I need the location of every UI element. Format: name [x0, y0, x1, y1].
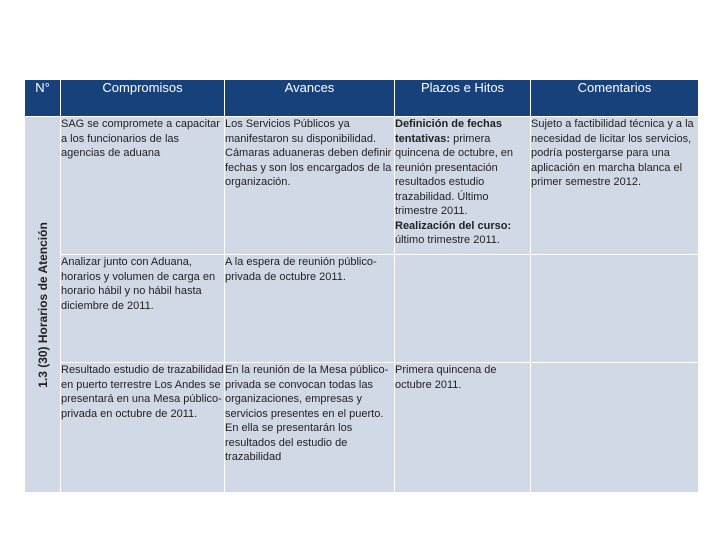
header-comentarios: Comentarios	[531, 80, 699, 117]
row-group-label-cell	[25, 117, 61, 493]
plazo-label: Definición de fechas tentativas:	[395, 118, 502, 145]
compromiso-cell: SAG se compromete a capacitar a los funcionarios de las agencias de aduana	[61, 117, 225, 255]
comentario-cell	[531, 363, 699, 493]
table-row	[25, 255, 699, 363]
table-row	[25, 117, 699, 255]
comentario-cell	[531, 255, 699, 363]
header-num: N°	[25, 80, 61, 117]
plazo-cell: Primera quincena de octubre 2011.	[395, 363, 531, 493]
plazo-cell	[395, 255, 531, 363]
plazo-label: Realización del curso:	[395, 219, 512, 232]
plazo-text: primera quincena de octubre, en reunión presentación resultados estudio trazabilidad. Último trimestre 2011.	[395, 132, 514, 217]
compromiso-cell: Analizar junto con Aduana, horarios y volumen de carga en horario hábil y no hábil hasta diciembre de 2011.	[61, 255, 225, 363]
avance-cell: En la reunión de la Mesa público-privada se convocan todas las organizaciones, empresas y servicios presentes en el puerto. En ella se presentarán los resultados del estudio de trazabilidad	[225, 363, 395, 493]
comentario-cell: Sujeto a factibilidad técnica y a la necesidad de licitar los servicios, podría postergarse para una aplicación en marcha blanca el primer semestre 2012.	[531, 117, 699, 255]
header-plazos: Plazos e Hitos	[395, 80, 531, 117]
header-compromisos: Compromisos	[61, 80, 225, 117]
plazo-cell	[395, 117, 531, 255]
header-row	[25, 80, 699, 117]
avance-cell: Los Servicios Públicos ya manifestaron su disponibilidad. Cámaras aduaneras deben definir fechas y son los encargados de la organización.	[225, 117, 395, 255]
compromiso-cell: Resultado estudio de trazabilidad en puerto terrestre Los Andes se presentará en una Mesa público-privada en octubre de 2011.	[61, 363, 225, 493]
plazo-text: último trimestre 2011.	[395, 234, 500, 246]
header-avances: Avances	[225, 80, 395, 117]
commitments-table	[24, 79, 699, 493]
row-group-label: 1.3 (30) Horarios de Atención	[35, 221, 50, 388]
avance-cell: A la espera de reunión público-privada de octubre 2011.	[225, 255, 395, 363]
table-row	[25, 363, 699, 493]
